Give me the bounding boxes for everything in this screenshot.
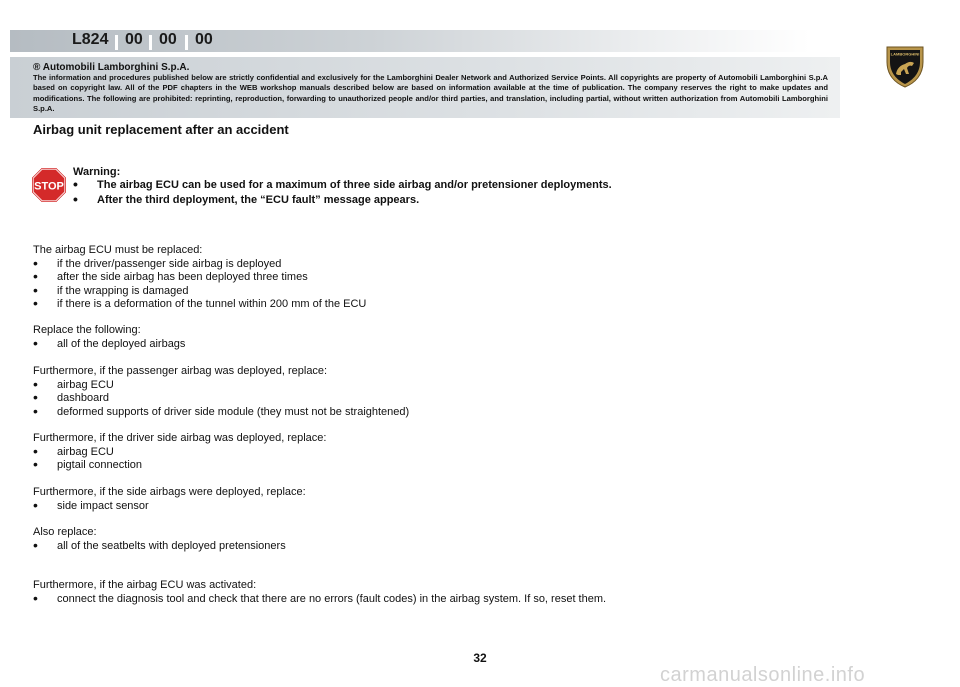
stop-sign-icon bbox=[31, 167, 67, 203]
section-also-replace bbox=[33, 526, 286, 553]
bullet-icon: • bbox=[33, 589, 38, 606]
lamborghini-logo-icon bbox=[885, 44, 925, 88]
list-item: • after the side airbag has been deployed three times bbox=[33, 268, 308, 284]
section-heading: Furthermore, if the airbag ECU was activated: bbox=[33, 579, 257, 591]
section-heading: Furthermore, if the side airbags were deployed, replace: bbox=[33, 486, 306, 498]
section-ecu-activated bbox=[33, 579, 606, 606]
section-driver-airbag bbox=[33, 432, 326, 473]
bullet-icon: • bbox=[33, 295, 38, 311]
bullet-icon: • bbox=[33, 456, 38, 472]
bullet-icon: • bbox=[33, 268, 38, 284]
bullet-icon: • bbox=[33, 442, 38, 459]
code-separator bbox=[149, 35, 152, 50]
section-heading: Furthermore, if the driver side airbag was deployed, replace: bbox=[33, 432, 327, 444]
list-item: • deformed supports of driver side module (they must not be straightened) bbox=[33, 402, 410, 419]
list-item: • if there is a deformation of the tunnel within 200 mm of the ECU bbox=[33, 295, 367, 311]
list-item: • if the wrapping is damaged bbox=[33, 281, 189, 298]
doc-code-group: 00 bbox=[125, 31, 143, 48]
list-item: • all of the deployed airbags bbox=[33, 334, 186, 351]
bullet-icon: • bbox=[33, 389, 38, 405]
list-item: • airbag ECU bbox=[33, 375, 114, 392]
doc-code-model: L824 bbox=[72, 31, 109, 48]
warning-label: Warning: bbox=[73, 166, 121, 178]
list-item: • if the driver/passenger side airbag is deployed bbox=[33, 254, 282, 271]
list-item: • airbag ECU bbox=[33, 442, 114, 459]
doc-code-subgroup: 00 bbox=[159, 31, 177, 48]
section-heading: Replace the following: bbox=[33, 324, 141, 336]
bullet-icon: • bbox=[73, 176, 78, 192]
section-heading: Furthermore, if the passenger airbag was deployed, replace: bbox=[33, 365, 328, 377]
list-item: • pigtail connection bbox=[33, 456, 143, 472]
copyright-text: The information and procedures published below are strictly confidential and exclusively for the Lamborghini Dealer Network and Authorized Service Points. All copyrights are property of Automobili Lamborghini S.p.A based on copyright law. All of the PDF chapters in the WEB workshop manuals described below are based on information available at the time of publication. The company reserves the right to make updates and modifications. The following are prohibited: reprinting, reproduction, forwarding to unauthorized people and/or third parties, and translation, including partial, without written authorization from Automobili Lamborghini S.p.A. bbox=[33, 73, 828, 114]
list-item: • all of the seatbelts with deployed pretensioners bbox=[33, 536, 286, 553]
bullet-icon: • bbox=[33, 402, 38, 419]
list-item: • connect the diagnosis tool and check that there are no errors (fault codes) in the airbag system. If so, reset them. bbox=[33, 589, 607, 606]
bullet-icon: • bbox=[33, 281, 38, 298]
svg-text:LAMBORGHINI: LAMBORGHINI bbox=[890, 51, 920, 57]
warning-item: • After the third deployment, the “ECU fault” message appears. bbox=[73, 191, 420, 207]
page-title: Airbag unit replacement after an accident bbox=[33, 122, 289, 137]
bullet-icon: • bbox=[33, 496, 38, 513]
page-number: 32 bbox=[473, 651, 487, 665]
doc-code-section: 00 bbox=[195, 31, 213, 48]
section-passenger-airbag bbox=[33, 365, 409, 419]
section-side-airbags bbox=[33, 486, 306, 513]
code-separator bbox=[115, 35, 118, 50]
section-ecu-replace bbox=[33, 244, 366, 312]
warning-item: • The airbag ECU can be used for a maximum of three side airbag and/or pretensioner deployments. bbox=[73, 176, 612, 192]
bullet-icon: • bbox=[33, 334, 38, 351]
bullet-icon: • bbox=[33, 375, 38, 392]
section-heading: The airbag ECU must be replaced: bbox=[33, 244, 203, 256]
section-heading: Also replace: bbox=[33, 526, 97, 538]
list-item: • side impact sensor bbox=[33, 496, 149, 513]
code-separator bbox=[185, 35, 188, 50]
bullet-icon: • bbox=[73, 191, 78, 207]
list-item: • dashboard bbox=[33, 389, 109, 405]
bullet-icon: • bbox=[33, 536, 38, 553]
section-replace-following bbox=[33, 324, 185, 351]
watermark: carmanualsonline.info bbox=[660, 664, 866, 686]
bullet-icon: • bbox=[33, 254, 38, 271]
svg-text:STOP: STOP bbox=[34, 180, 64, 193]
warning-list bbox=[73, 176, 618, 209]
copyright-title: ® Automobili Lamborghini S.p.A. bbox=[33, 62, 190, 73]
